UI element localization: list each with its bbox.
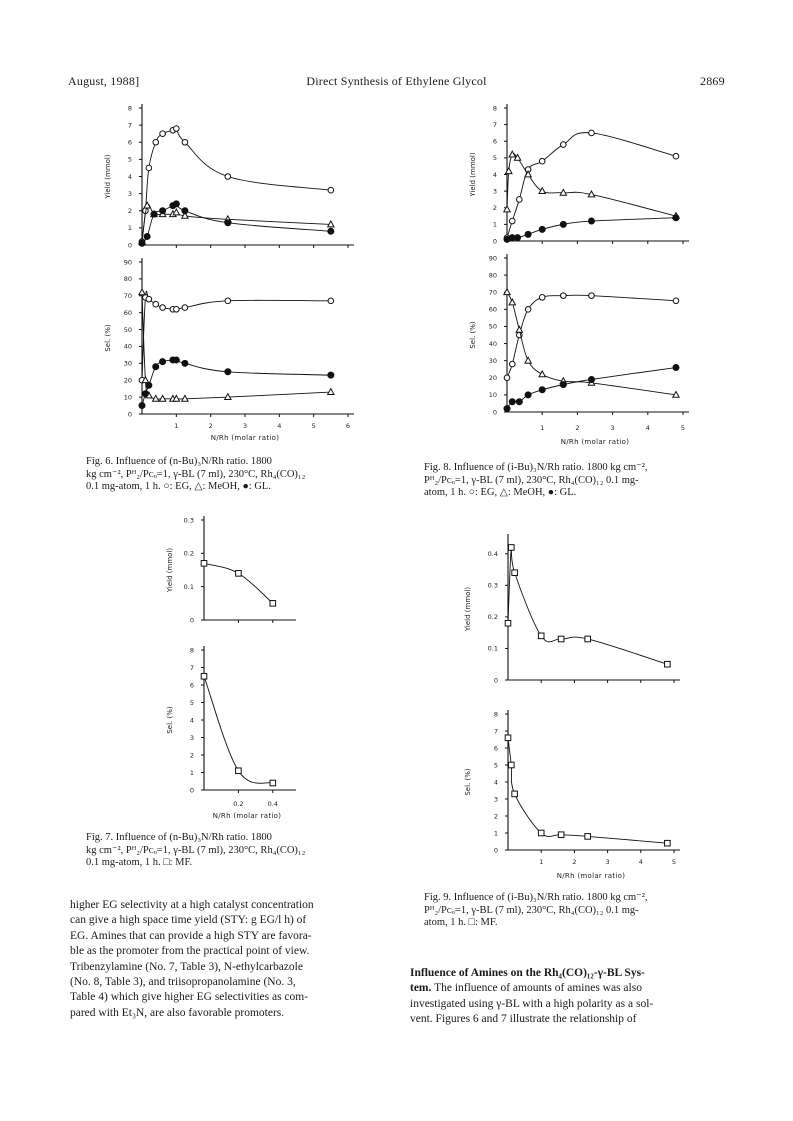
running-header-left: August, 1988] [68,74,140,88]
y-tick-label: 0 [127,410,132,419]
data-point-eg [328,187,334,193]
section-heading-end: tem. [410,982,432,995]
data-point-gl [139,403,145,409]
data-point-eg [525,307,531,313]
data-point-eg [539,295,545,301]
x-axis-label: N/Rh (molar ratio) [560,438,630,446]
data-point-gl [328,228,334,234]
data-point-eg [146,165,152,171]
data-point-gl [182,208,188,214]
y-tick-label: 10 [488,391,497,400]
data-point-eg [153,139,159,145]
caption-line: 0.1 mg-atom, 1 h. ○: EG, △: MeOH, ●: GL. [86,481,271,492]
y-tick-label: 0.2 [487,613,498,622]
x-tick-label: 1 [174,422,179,430]
data-point-meoh [159,395,165,401]
x-tick-label: 2 [575,424,580,432]
x-tick-label: 5 [311,422,316,430]
y-tick-label: 8 [127,104,132,113]
data-point-eg [589,130,595,136]
data-point-gl [139,240,145,246]
data-point-mf [512,570,518,576]
y-tick-label: 3 [189,733,194,742]
y-tick-label: 5 [189,698,194,707]
y-tick-label: 80 [488,271,497,280]
series-line-mf [508,545,667,664]
text-line: ble as the promoter from the practical point of view. [70,945,310,958]
series-line-eg [507,295,676,378]
data-point-eg [509,361,515,367]
y-tick-label: 8 [189,646,194,655]
y-tick-label: 3 [493,795,498,804]
data-point-mf [505,620,511,626]
text-line: can give a high space time yield (STY: g EG/l h) of [70,914,307,927]
y-tick-label: 4 [492,170,497,179]
data-point-meoh [539,188,545,194]
y-tick-label: 3 [492,187,497,196]
y-tick-label: 0.2 [183,549,194,558]
x-tick-label: 5 [671,858,677,866]
data-point-gl [525,231,531,237]
y-axis-label: Sel. (%) [166,706,174,734]
x-tick-label: 3 [242,422,248,430]
x-axis-label: N/Rh (molar ratio) [212,812,282,820]
data-point-gl [173,357,179,363]
y-tick-label: 0 [492,408,497,417]
y-tick-label: 6 [493,744,498,753]
y-tick-label: 80 [123,275,132,284]
text-line: pared with Et₃N, are also favorable promoters. [70,1006,285,1019]
y-axis-label: Yield (mmol) [166,547,174,593]
data-point-mf [201,561,207,567]
data-point-mf [509,545,515,551]
data-point-mf [585,636,591,642]
y-tick-label: 0 [127,241,132,250]
y-axis-label: Yield (mmol) [469,152,477,197]
data-point-gl [225,220,231,226]
y-tick-label: 1 [127,224,132,233]
y-tick-label: 0 [493,676,498,685]
data-point-gl [153,364,159,370]
data-point-eg [225,174,231,180]
data-point-eg [673,298,679,304]
y-tick-label: 5 [127,155,132,164]
data-point-mf [585,834,591,840]
x-tick-label: 1 [539,858,544,866]
data-point-gl [539,226,545,232]
caption-line: atom, 1 h. □: MF. [424,917,498,928]
data-point-meoh [328,389,334,395]
series-line-mf [204,676,273,783]
figure-7-caption [86,832,386,870]
figure-9-caption [424,892,734,930]
x-tick-label: 0.4 [267,800,278,808]
data-point-eg [146,296,152,302]
figure-9-chart [450,528,710,888]
series-line-meoh [142,204,331,241]
data-point-mf [505,735,511,741]
y-tick-label: 70 [488,288,497,297]
text-line: EG. Amines that can provide a high STY are favora- [70,929,312,942]
y-axis-label: Sel. (%) [104,324,112,352]
y-tick-label: 5 [493,761,498,770]
y-tick-label: 7 [189,663,194,672]
data-point-eg [561,142,567,148]
data-point-gl [509,399,515,405]
data-point-meoh [139,289,145,295]
data-point-mf [558,832,564,838]
data-point-gl [539,387,545,393]
x-tick-label: 0.2 [233,800,244,808]
data-point-gl [673,215,679,221]
y-tick-label: 3 [127,189,132,198]
y-tick-label: 6 [492,137,497,146]
series-line-eg [142,128,331,242]
text-line [410,981,728,996]
y-axis-label: Sel. (%) [464,768,472,796]
x-tick-label: 6 [345,422,351,430]
x-tick-label: 5 [680,424,686,432]
y-tick-label: 7 [493,727,498,736]
y-tick-label: 4 [127,172,132,181]
y-tick-label: 0 [189,616,194,625]
y-tick-label: 30 [123,359,132,368]
data-point-eg [328,298,334,304]
y-tick-label: 20 [488,374,497,383]
data-point-eg [160,131,166,137]
caption-line: Fig. 8. Influence of (i-Bu)₃N/Rh ratio. 1800 kg cm⁻², [424,462,648,473]
data-point-gl [560,382,566,388]
data-point-eg [561,293,567,299]
x-tick-label: 3 [605,858,610,866]
data-point-gl [516,399,522,405]
text-line: vent. Figures 6 and 7 illustrate the relationship of [410,1013,637,1026]
data-point-mf [665,661,671,667]
figure-8 [445,98,745,448]
data-point-mf [270,780,276,786]
data-point-mf [236,768,242,774]
section-heading: Influence of Amines on the Rh₄(CO)₁₂-γ-BL Sys- [410,967,645,979]
y-tick-label: 0.3 [487,581,498,590]
data-point-gl [525,392,531,398]
data-point-gl [504,406,510,412]
x-tick-label: 2 [572,858,577,866]
data-point-gl [151,211,157,217]
data-point-eg [225,298,231,304]
figure-6-caption [86,456,386,494]
data-point-gl [160,208,166,214]
y-tick-label: 4 [189,716,194,725]
data-point-gl [225,369,231,375]
data-point-gl [560,221,566,227]
data-point-eg [182,305,188,311]
y-tick-label: 20 [123,376,132,385]
data-point-mf [509,762,515,768]
y-tick-label: 4 [493,778,498,787]
data-point-gl [144,233,150,239]
y-tick-label: 50 [123,325,132,334]
data-point-gl [142,391,148,397]
figure-6-chart [80,98,380,448]
y-tick-label: 6 [189,681,194,690]
data-point-mf [538,830,544,836]
x-tick-label: 1 [540,424,545,432]
data-point-mf [558,636,564,642]
text-line: (No. 8, Table 3), and triisopropanolamine (No. 3, [70,976,296,989]
text-line-content: The influence of amounts of amines was also [434,982,642,995]
y-tick-label: 8 [493,710,498,719]
page-number: 2869 [700,74,725,88]
y-tick-label: 8 [492,104,497,113]
x-axis-label: N/Rh (molar ratio) [556,872,626,880]
series-line-gl [507,368,676,409]
y-tick-label: 2 [189,751,194,760]
y-axis-label: Sel. (%) [469,321,477,349]
data-point-meoh [539,371,545,377]
data-point-eg [174,126,180,132]
caption-line: Fig. 9. Influence of (i-Bu)₃N/Rh ratio. 1800 kg cm⁻², [424,892,648,903]
y-tick-label: 60 [123,308,132,317]
caption-line: kg cm⁻², Pᴴ₂/Pᴄₒ=1, γ-BL (7 ml), 230°C, Rh₄(CO)₁₂ [86,468,306,480]
data-point-mf [270,601,276,607]
y-tick-label: 2 [492,204,497,213]
data-point-gl [588,376,594,382]
data-point-eg [509,218,515,224]
x-tick-label: 4 [638,858,643,866]
y-tick-label: 7 [492,120,497,129]
data-point-eg [673,153,679,159]
body-text-right [410,966,728,1028]
y-tick-label: 0 [493,846,498,855]
y-tick-label: 50 [488,322,497,331]
data-point-mf [512,791,518,797]
figure-8-caption [424,462,734,500]
series-line-mf [508,738,667,843]
x-tick-label: 4 [277,422,282,430]
y-tick-label: 60 [488,305,497,314]
figure-7-chart [150,512,330,832]
caption-line: Pᴴ₂/Pᴄₒ=1, γ-BL (7 ml), 230°C, Rh₄(CO)₁₂ 0.1 mg- [424,904,639,916]
data-point-eg [589,293,595,299]
figure-7 [150,512,330,832]
data-point-gl [673,365,679,371]
data-point-gl [160,359,166,365]
data-point-mf [538,633,544,639]
figure-9 [450,528,710,888]
y-axis-label: Yield (mmol) [464,586,472,632]
y-tick-label: 1 [189,768,194,777]
caption-line: 0.1 mg-atom, 1 h. □: MF. [86,857,193,868]
text-line: Tribenzylamine (No. 7, Table 3), N-ethylcarbazole [70,960,303,973]
y-tick-label: 30 [488,356,497,365]
caption-line: Fig. 7. Influence of (n-Bu)₃N/Rh ratio. 1800 [86,832,272,843]
y-tick-label: 7 [127,121,132,130]
y-tick-label: 1 [492,220,497,229]
data-point-eg [153,301,159,307]
data-point-eg [539,158,545,164]
y-tick-label: 0.1 [487,644,498,653]
series-line-meoh [507,154,676,217]
y-tick-label: 0.1 [183,582,194,591]
caption-line: Pᴴ₂/Pᴄₒ=1, γ-BL (7 ml), 230°C, Rh₄(CO)₁₂ 0.1 mg- [424,474,639,486]
data-point-eg [174,306,180,312]
caption-line: atom, 1 h. ○: EG, △: MeOH, ●: GL. [424,487,577,498]
data-point-gl [182,360,188,366]
data-point-gl [328,372,334,378]
data-point-mf [236,571,242,577]
data-point-eg [517,197,523,203]
text-line: higher EG selectivity at a high catalyst concentration [70,899,314,911]
figure-6 [80,98,380,448]
y-tick-label: 40 [488,339,497,348]
y-tick-label: 10 [123,393,132,402]
data-point-eg [504,375,510,381]
y-tick-label: 0.3 [183,516,194,525]
data-point-meoh [509,299,515,305]
y-tick-label: 90 [488,254,497,263]
data-point-meoh [525,357,531,363]
y-tick-label: 40 [123,342,132,351]
y-axis-label: Yield (mmol) [104,154,112,199]
y-tick-label: 90 [123,258,132,267]
series-line-mf [204,563,273,603]
running-header-title: Direct Synthesis of Ethylene Glycol [306,74,487,88]
series-line-eg [142,291,331,380]
data-point-gl [588,218,594,224]
caption-line: kg cm⁻², Pᴴ₂/Pᴄₒ=1, γ-BL (7 ml), 230°C, Rh₄(CO)₁₂ [86,844,306,856]
data-point-gl [173,201,179,207]
y-tick-label: 2 [493,812,498,821]
caption-line: Fig. 6. Influence of (n-Bu)₃N/Rh ratio. 1800 [86,456,272,467]
data-point-meoh [504,206,510,212]
y-tick-label: 0 [189,786,194,795]
y-tick-label: 0.4 [487,550,498,559]
y-tick-label: 1 [493,829,498,838]
data-point-mf [665,840,671,846]
y-tick-label: 0 [492,237,497,246]
y-tick-label: 6 [127,138,132,147]
figure-8-chart [445,98,745,448]
x-tick-label: 4 [645,424,650,432]
x-tick-label: 2 [208,422,213,430]
x-axis-label: N/Rh (molar ratio) [210,434,280,442]
y-tick-label: 5 [492,154,497,163]
data-point-gl [146,382,152,388]
y-tick-label: 2 [127,207,132,216]
data-point-mf [201,673,207,679]
text-line: investigated using γ-BL with a high polarity as a sol- [410,997,654,1010]
text-line: Table 4) which give higher EG selectivities as com- [70,991,309,1004]
x-tick-label: 3 [610,424,615,432]
y-tick-label: 70 [123,292,132,301]
data-point-eg [182,139,188,145]
data-point-eg [160,305,166,311]
body-text-left [70,898,388,1021]
data-point-gl [515,235,521,241]
